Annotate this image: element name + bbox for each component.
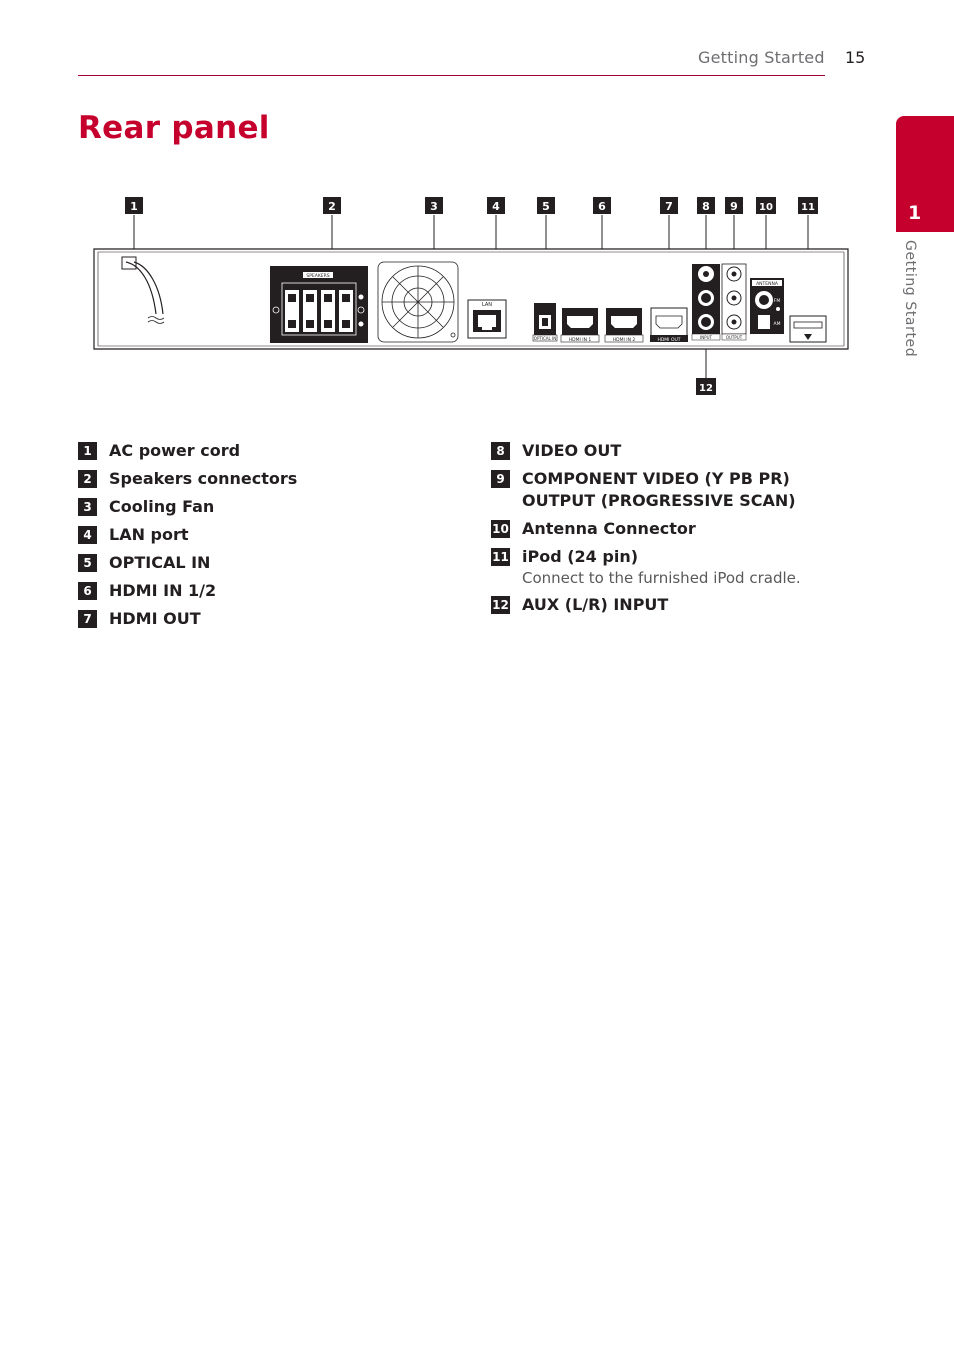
legend-label-continued: OUTPUT (PROGRESSIVE SCAN)	[522, 491, 796, 510]
legend-badge: 11	[492, 550, 509, 564]
callout-9	[725, 197, 743, 214]
output-label: OUTPUT	[725, 335, 743, 340]
legend-badge: 9	[491, 470, 510, 488]
svg-text:4: 4	[492, 200, 500, 213]
hdmi-in-2	[605, 308, 643, 343]
callout-7	[660, 197, 678, 214]
legend-label: HDMI OUT	[109, 609, 201, 628]
hdmi-in-1-label: HDMI IN 1	[568, 338, 592, 343]
legend-item	[78, 524, 297, 546]
callout-8	[697, 197, 715, 214]
legend-badge: 6	[78, 582, 97, 600]
hdmi-in-1	[561, 308, 599, 343]
legend-item	[491, 546, 801, 588]
legend-label: HDMI IN 1/2	[109, 581, 217, 600]
antenna-label: ANTENNA	[756, 282, 778, 287]
legend-badge: 3	[78, 498, 97, 516]
rear-panel-diagram	[0, 0, 954, 420]
legend-item	[78, 580, 297, 602]
optical-in	[533, 303, 557, 341]
legend-item	[491, 594, 801, 616]
legend-label: VIDEO OUT	[522, 441, 622, 460]
speakers-connectors	[270, 266, 368, 343]
am-label: AM	[773, 322, 781, 327]
chapter-tab-number: 1	[908, 202, 922, 224]
legend-item	[491, 518, 801, 540]
callout-3	[425, 197, 443, 214]
speakers-label: SPEAKERS	[306, 274, 330, 279]
legend-label: AC power cord	[109, 441, 241, 460]
legend-label: AUX (L/R) INPUT	[522, 595, 669, 614]
hdmi-in-2-label: HDMI IN 2	[612, 338, 636, 343]
optical-label: OPTICAL IN	[533, 336, 557, 341]
callout-5	[537, 197, 555, 214]
legend-item	[78, 608, 297, 630]
page-title: Rear panel	[78, 110, 270, 146]
legend-label: COMPONENT VIDEO (Y PB PR)	[522, 469, 790, 488]
svg-text:6: 6	[598, 200, 606, 213]
lan-label: LAN	[481, 302, 493, 308]
av-jacks	[692, 264, 746, 340]
svg-text:8: 8	[702, 200, 710, 213]
legend-badge: 4	[78, 526, 97, 544]
svg-text:12: 12	[699, 383, 713, 394]
legend-badge: 12	[492, 598, 509, 612]
legend-item	[78, 468, 297, 490]
legend-right-column	[491, 440, 801, 622]
callout-2	[323, 197, 341, 214]
callout-4	[487, 197, 505, 214]
svg-text:3: 3	[430, 200, 438, 213]
legend-label: Antenna Connector	[522, 519, 696, 538]
legend-left-column	[78, 440, 297, 636]
svg-text:1: 1	[130, 200, 138, 213]
callout-11	[798, 197, 818, 214]
legend-label: OPTICAL IN	[109, 553, 211, 572]
hdmi-out	[650, 308, 688, 343]
legend-label: Speakers connectors	[109, 469, 298, 488]
svg-text:7: 7	[665, 200, 673, 213]
header-page-number: 15	[845, 48, 866, 67]
ipod-connector	[790, 316, 826, 342]
lan-port	[468, 300, 506, 338]
legend-label: Cooling Fan	[109, 497, 215, 516]
antenna-connector	[750, 278, 784, 334]
chapter-tab-label: Getting Started	[902, 240, 918, 358]
hdmi-out-label: HDMI OUT	[657, 338, 681, 343]
svg-text:2: 2	[328, 200, 336, 213]
svg-text:5: 5	[542, 200, 550, 213]
legend-badge: 10	[492, 522, 509, 536]
legend-item	[78, 440, 297, 462]
legend-item	[491, 468, 801, 512]
legend-badge: 7	[78, 610, 97, 628]
input-label: INPUT	[700, 335, 712, 340]
svg-text:9: 9	[730, 200, 738, 213]
legend-badge: 5	[78, 554, 97, 572]
callout-12	[696, 378, 716, 395]
callout-6	[593, 197, 611, 214]
legend-item	[491, 440, 801, 462]
svg-text:11: 11	[801, 202, 815, 213]
legend-badge: 2	[78, 470, 97, 488]
legend-label: iPod (24 pin)	[522, 547, 639, 566]
fm-label: FM	[773, 299, 781, 304]
callout-10	[756, 197, 776, 214]
legend-item	[78, 552, 297, 574]
header-section-title: Getting Started	[698, 48, 825, 67]
legend-badge: 8	[491, 442, 510, 460]
callout-1	[125, 197, 143, 214]
legend-badge: 1	[78, 442, 97, 460]
legend-label: LAN port	[109, 525, 189, 544]
legend-description: Connect to the furnished iPod cradle.	[522, 569, 801, 587]
svg-text:10: 10	[759, 202, 773, 213]
legend-item	[78, 496, 297, 518]
